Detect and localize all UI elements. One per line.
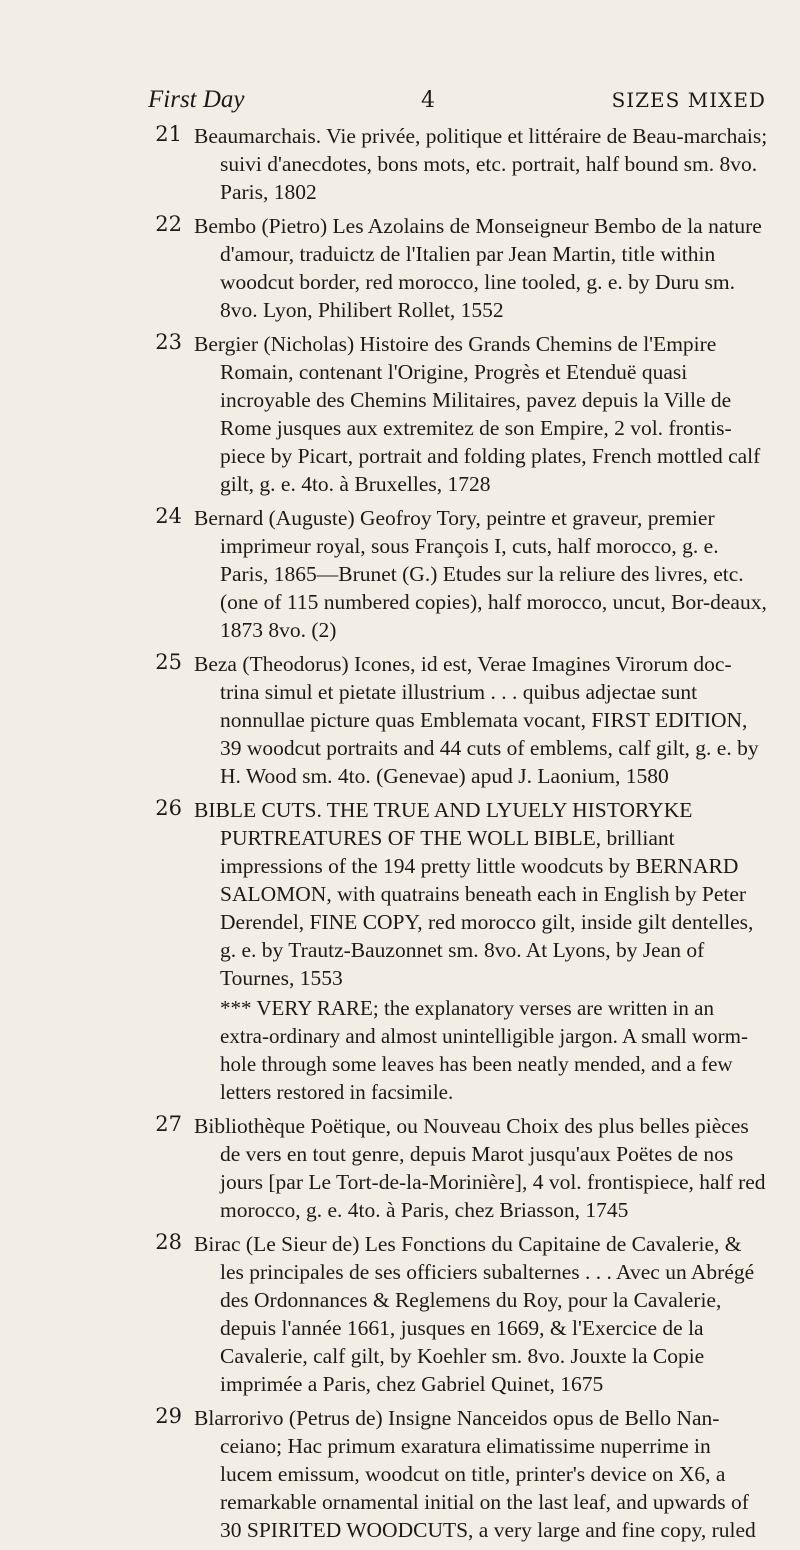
lot-note: *** VERY RARE; the explanatory verses are written in an extra-ordinary and almost unintelligible jargon. A small worm-hole through some leaves has been neatly mended, and a few letters restored in facsimile.: [220, 996, 749, 1104]
lot-description: Bembo (Pietro) Les Azolains de Monseigneur Bembo de la nature d'amour, traduictz de l'Italien par Jean Martin, title within woodcut border, red morocco, line tooled, g. e. by Duru sm. 8vo. Lyon, Philibert Rollet, 1552: [194, 214, 762, 322]
lot-description: Blarrorivo (Petrus de) Insigne Nanceidos opus de Bello Nan-ceiano; Hac primum exaratura elimatissime nuperrime in lucem emissum, woodcut on title, printer's device on X6, a remarkable ornamental initial on the last leaf, and upwards of 30 SPIRITED WOODCUTS, a very large and fine copy, ruled: [194, 1406, 756, 1542]
lot-number: 23: [155, 330, 182, 354]
lot-description: Beaumarchais. Vie privée, politique et littéraire de Beau-marchais; suivi d'anecdotes, bons mots, etc. portrait, half bound sm. 8vo. Paris, 1802: [194, 124, 768, 204]
lot-description: BIBLE CUTS. THE TRUE AND LYUELY HISTORYKE PURTREATURES OF THE WOLL BIBLE, brilliant impressions of the 194 pretty little woodcuts by BERNARD SALOMON, with quatrains beneath each in English by Peter Derendel, FINE COPY, red morocco gilt, inside gilt dentelles, g. e. by Trautz-Bauzonnet sm. 8vo. At Lyons, by Jean of Tournes, 1553: [194, 798, 754, 990]
lot-entry: [144, 1112, 768, 1224]
lot-description: Bernard (Auguste) Geofroy Tory, peintre et graveur, premier imprimeur royal, sous François I, cuts, half morocco, g. e. Paris, 1865—Brunet (G.) Etudes sur la reliure des livres, etc. (one of 115 numbered copies), half morocco, uncut, Bor-deaux, 1873 8vo. (2): [194, 506, 767, 642]
sale-day-label: First Day: [148, 86, 245, 113]
lot-entry: [144, 650, 768, 790]
lot-description: Beza (Theodorus) Icones, id est, Verae Imagines Virorum doc-trina simul et pietate illustrium . . . quibus adjectae sunt nonnullae picture quas Emblemata vocant, FIRST EDITION, 39 woodcut portraits and 44 cuts of emblems, calf gilt, g. e. by H. Wood sm. 4to. (Genevae) apud J. Laonium, 1580: [194, 652, 759, 788]
lot-number: 25: [155, 650, 182, 674]
lot-number: 21: [155, 122, 182, 146]
lot-number: 24: [155, 504, 182, 528]
lot-number: 27: [155, 1112, 182, 1136]
lot-entry: [144, 330, 768, 498]
lot-entry: [144, 504, 768, 644]
lot-description: Birac (Le Sieur de) Les Fonctions du Capitaine de Cavalerie, & les principales de ses officiers subalternes . . . Avec un Abrégé des Ordonnances & Reglemens du Roy, pour la Cavalerie, depuis l'année 1661, jusques en 1669, & l'Exercice de la Cavalerie, calf gilt, by Koehler sm. 8vo. Jouxte la Copie imprimée a Paris, chez Gabriel Quinet, 1675: [194, 1232, 755, 1396]
lot-description: Bergier (Nicholas) Histoire des Grands Chemins de l'Empire Romain, contenant l'Origine, Progrès et Etenduë quasi incroyable des Chemins Militaires, pavez depuis la Ville de Rome jusques aux extremitez de son Empire, 2 vol. frontis-piece by Picart, portrait and folding plates, French mottled calf gilt, g. e. 4to. à Bruxelles, 1728: [194, 332, 761, 496]
lot-entry: [144, 796, 768, 1106]
lot-entry: [144, 1404, 768, 1544]
lot-number: 26: [155, 796, 182, 820]
page-number: 4: [421, 88, 436, 113]
section-label: SIZES MIXED: [611, 88, 766, 112]
page-header: [148, 86, 766, 114]
lot-description: Bibliothèque Poëtique, ou Nouveau Choix des plus belles pièces de vers en tout genre, depuis Marot jusqu'aux Poëtes de nos jours [par Le Tort-de-la-Morinière], 4 vol. frontispiece, half red morocco, g. e. 4to. à Paris, chez Briasson, 1745: [194, 1114, 766, 1222]
lot-list: [144, 122, 768, 1550]
lot-number: 28: [155, 1230, 182, 1254]
lot-number: 29: [155, 1404, 182, 1428]
lot-entry: [144, 122, 768, 206]
lot-entry: [144, 212, 768, 324]
lot-number: 22: [155, 212, 182, 236]
lot-entry: [144, 1230, 768, 1398]
